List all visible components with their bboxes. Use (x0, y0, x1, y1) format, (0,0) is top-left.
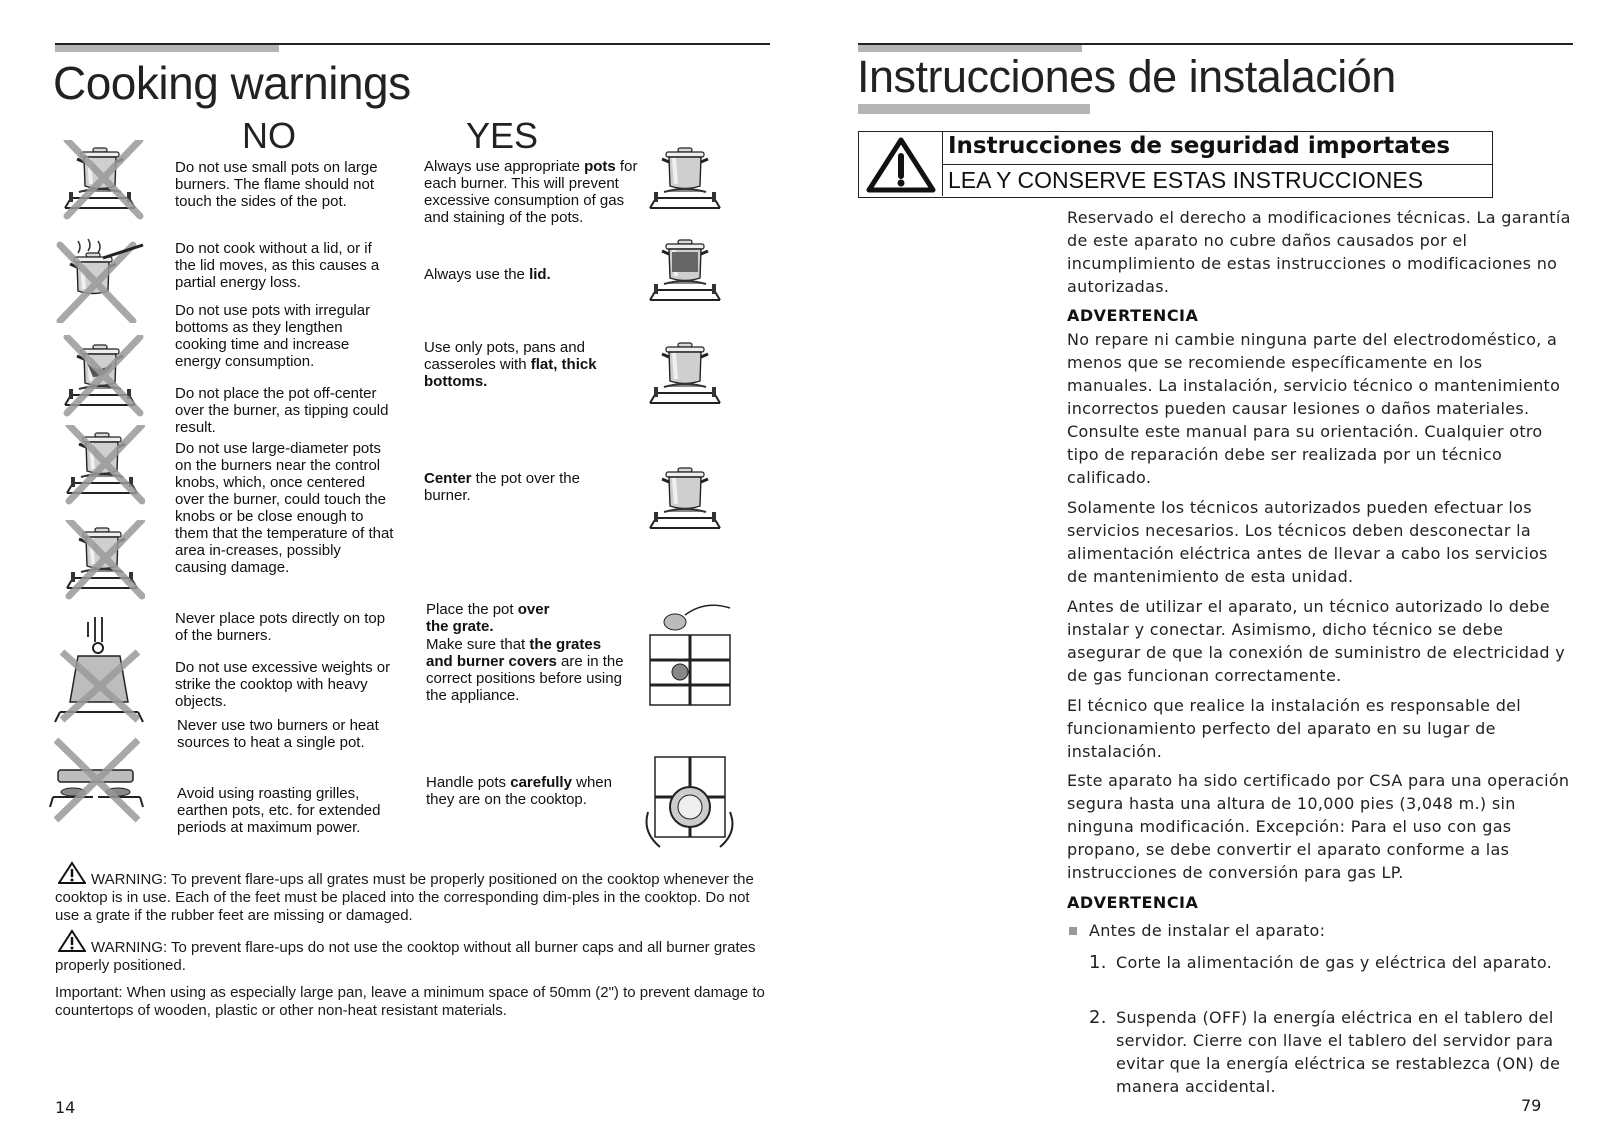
centered-pot-icon (640, 460, 735, 545)
steaming-pot-icon (48, 233, 148, 323)
column-header-yes: YES (466, 115, 539, 156)
hands-holding-pot-icon (640, 752, 735, 852)
warning-heading-1: ADVERTENCIA (1067, 306, 1199, 325)
no-item-1: Do not use small pots on large burners. The flame should not touch the sides of the pot. (175, 159, 378, 210)
no-item-4: Do not place the pot off-center over the burner, as tipping could result. (175, 385, 389, 436)
column-header-no: NO (242, 115, 296, 156)
step-1-number: 1. (1089, 952, 1107, 973)
roasting-pan-icon (48, 735, 148, 825)
header-rule (55, 43, 770, 45)
bullet-item: Antes de instalar el aparato: (1089, 921, 1326, 940)
irregular-pot-icon (55, 335, 145, 425)
safety-subtitle: LEA Y CONSERVE ESTAS INSTRUCCIONES (948, 167, 1424, 193)
bullet-square-icon (1069, 927, 1077, 935)
yes-item-1: Always use appropriate pots for each burner. This will prevent excessive consumption of gas and staining of the pots. (424, 158, 638, 226)
no-item-3: Do not use pots with irregular bottoms as they lengthen cooking time and increase energy consumption. (175, 302, 371, 370)
yes-item-7: Handle pots carefully when they are on the cooktop. (426, 774, 612, 808)
yes-item-4: Center the pot over the burner. (424, 470, 580, 504)
no-item-7: Do not use excessive weights or strike the cooktop with heavy objects. (175, 659, 391, 710)
small-pot-large-burner-icon (55, 140, 145, 225)
yes-item-6: Make sure that the grates and burner covers are in the correct positions before using the appliance. (426, 636, 624, 704)
offcenter-pot-icon (55, 425, 145, 515)
step-1-text: Corte la alimentación de gas y eléctrica del aparato. (1116, 953, 1553, 972)
yes-item-5: Place the pot over the grate. (426, 601, 550, 635)
page-title-right: Instrucciones de instalación (857, 51, 1396, 102)
safety-title: Instrucciones de seguridad importates (948, 133, 1451, 159)
no-item-5: Do not use large-diameter pots on the burners near the control knobs, which, once centered over the burner, could touch the knobs or be close enough to them that the temperature of that area in-creases, possibly causing damage. (175, 440, 394, 576)
paragraph-5: El técnico que realice la instalación es responsable del funcionamiento perfecto del aparato en su lugar de instalación. (1067, 696, 1522, 761)
header-accent-bar (55, 44, 279, 52)
safety-icon-cell (859, 132, 943, 196)
page-title: Cooking warnings (53, 57, 411, 109)
no-item-2: Do not cook without a lid, or if the lid moves, as this causes a partial energy loss. (175, 240, 380, 291)
yes-item-2: Always use the lid. (424, 266, 551, 283)
important-note: Important: When using as especially large pan, leave a minimum space of 50mm (2") to prevent damage to countertops of wooden, plastic or other non-heat resistant materials. (55, 984, 765, 1019)
paragraph-2: No repare ni cambie ninguna parte del electrodoméstico, a menos que se recomiende específicamente en los manuales. La instalación, servicio técnico o mantenimiento incorrectos pueden causar lesiones o daños materiales. Consulte este manual para su orientación. Cualquier otro tipo de reparación debe ser realizada por un técnico calificado. (1067, 330, 1561, 487)
safety-box (858, 131, 1493, 198)
safety-title-cell (943, 132, 1492, 165)
flat-bottom-pot-icon (640, 335, 735, 420)
no-item-8: Never use two burners or heat sources to heat a single pot. (177, 717, 379, 751)
header-rule-right (858, 43, 1573, 45)
warning-triangle-icon (861, 134, 941, 196)
page-number-left: 14 (55, 1098, 76, 1117)
title-underline-bar (858, 104, 1090, 114)
yes-item-3: Use only pots, pans and casseroles with flat, thick bottoms. (424, 339, 597, 390)
paragraph-3: Solamente los técnicos autorizados pueden efectuar los servicios necesarios. Los técnicos deben desconectar la alimentación eléctrica antes de llevar a cabo los servicios de mantenimiento de esta unidad. (1067, 498, 1548, 586)
no-item-9: Avoid using roasting grilles, earthen pots, etc. for extended periods at maximum power. (177, 785, 381, 836)
weight-dropping-icon (50, 612, 150, 727)
page-number-right: 79 (1521, 1096, 1542, 1115)
lidded-pot-icon (640, 232, 735, 317)
pot-near-knobs-icon (55, 520, 145, 610)
hand-placing-pot-icon (645, 600, 735, 710)
warning-1: WARNING: To prevent flare-ups all grates must be properly positioned on the cooktop whenever the cooktop is in use. Each of the feet must be placed into the corresponding dim-ples in the cooktop. Do not use a grate if the rubber feet are missing or damaged. (55, 871, 754, 924)
step-2-text: Suspenda (OFF) la energía eléctrica en el tablero del servidor. Cierre con llave el tablero del servidor para evitar que la energía eléctrica se restablezca (ON) de manera accidental. (1116, 1008, 1561, 1096)
paragraph-1: Reservado el derecho a modificaciones técnicas. La garantía de este aparato no cubre daños causados por el incumplimiento de estas instrucciones o modificaciones no autorizadas. (1067, 208, 1571, 296)
warning-heading-2: ADVERTENCIA (1067, 893, 1199, 912)
warning-2: WARNING: To prevent flare-ups do not use the cooktop without all burner caps and all burner grates properly positioned. (55, 939, 756, 974)
paragraph-6: Este aparato ha sido certificado por CSA para una operación segura hasta una altura de 10,000 pies (3,048 m.) sin ninguna modificación. Excepción: Para el uso con gas propano, se debe convertir el aparato conforme a las instrucciones de conversión para gas LP. (1067, 771, 1570, 882)
paragraph-4: Antes de utilizar el aparato, un técnico autorizado lo debe instalar y conectar. Asimismo, dicho técnico se debe asegurar de que la conexión de suministro de electricidad y de gas funcionan correctamente. (1067, 597, 1566, 685)
pot-on-burner-icon (640, 140, 735, 225)
no-item-6: Never place pots directly on top of the burners. (175, 610, 386, 644)
step-2-number: 2. (1089, 1007, 1107, 1028)
